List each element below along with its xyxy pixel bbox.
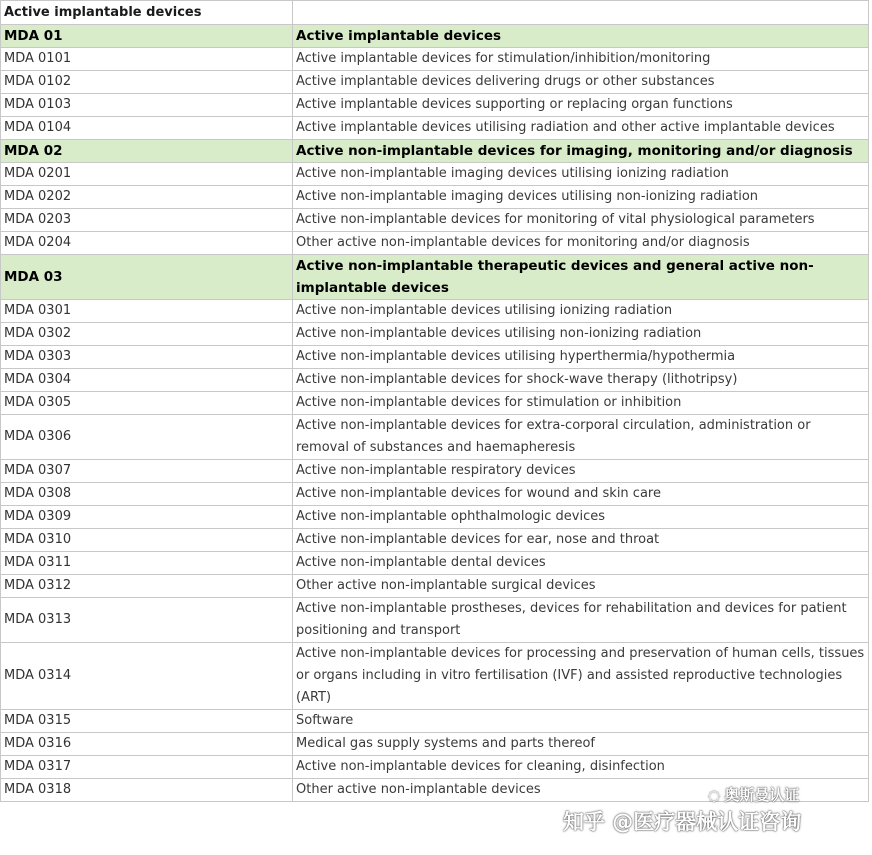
code-cell: MDA 0201 bbox=[1, 163, 293, 186]
table-row bbox=[1, 733, 869, 756]
description-cell: Active non-implantable devices utilising non-ionizing radiation bbox=[293, 323, 869, 346]
description-cell: Active non-implantable devices for processing and preservation of human cells, tissues or organs including in vitro fertilisation (IVF) and assisted reproductive technologies (ART) bbox=[293, 643, 869, 710]
group-row bbox=[1, 25, 869, 48]
description-cell: Other active non-implantable surgical devices bbox=[293, 575, 869, 598]
group-description-cell: Active non-implantable devices for imaging, monitoring and/or diagnosis bbox=[293, 140, 869, 163]
table-row bbox=[1, 48, 869, 71]
code-cell: MDA 0305 bbox=[1, 392, 293, 415]
table-title: Active implantable devices bbox=[1, 1, 293, 25]
description-cell: Active implantable devices utilising radiation and other active implantable devices bbox=[293, 117, 869, 140]
description-cell: Active non-implantable devices utilising hyperthermia/hypothermia bbox=[293, 346, 869, 369]
table-row bbox=[1, 506, 869, 529]
description-cell: Active non-implantable devices for monitoring of vital physiological parameters bbox=[293, 209, 869, 232]
group-description-cell: Active implantable devices bbox=[293, 25, 869, 48]
table-row bbox=[1, 186, 869, 209]
table-row bbox=[1, 94, 869, 117]
table-row bbox=[1, 552, 869, 575]
table-row bbox=[1, 415, 869, 460]
code-cell: MDA 0203 bbox=[1, 209, 293, 232]
table-body bbox=[1, 1, 869, 802]
code-cell: MDA 0316 bbox=[1, 733, 293, 756]
table-row bbox=[1, 460, 869, 483]
code-cell: MDA 0202 bbox=[1, 186, 293, 209]
wechat-account-name: 奥斯曼认证 bbox=[724, 786, 800, 804]
description-cell: Active implantable devices supporting or replacing organ functions bbox=[293, 94, 869, 117]
table-row bbox=[1, 117, 869, 140]
description-cell: Active non-implantable devices for stimulation or inhibition bbox=[293, 392, 869, 415]
code-cell: MDA 0104 bbox=[1, 117, 293, 140]
group-row bbox=[1, 255, 869, 300]
table-row bbox=[1, 392, 869, 415]
description-cell: Active non-implantable devices for wound and skin care bbox=[293, 483, 869, 506]
group-code-cell: MDA 03 bbox=[1, 255, 293, 300]
table-row bbox=[1, 756, 869, 779]
table-row bbox=[1, 346, 869, 369]
table-row bbox=[1, 575, 869, 598]
code-cell: MDA 0204 bbox=[1, 232, 293, 255]
code-cell: MDA 0310 bbox=[1, 529, 293, 552]
code-cell: MDA 0309 bbox=[1, 506, 293, 529]
code-cell: MDA 0307 bbox=[1, 460, 293, 483]
code-cell: MDA 0301 bbox=[1, 300, 293, 323]
description-cell: Medical gas supply systems and parts thereof bbox=[293, 733, 869, 756]
table-row bbox=[1, 323, 869, 346]
description-cell: Active non-implantable imaging devices utilising non-ionizing radiation bbox=[293, 186, 869, 209]
table-title-empty-cell bbox=[293, 1, 869, 25]
table-title-row bbox=[1, 1, 869, 25]
code-cell: MDA 0315 bbox=[1, 710, 293, 733]
description-cell: Active non-implantable devices for shock-wave therapy (lithotripsy) bbox=[293, 369, 869, 392]
code-cell: MDA 0311 bbox=[1, 552, 293, 575]
code-cell: MDA 0303 bbox=[1, 346, 293, 369]
description-cell: Active non-implantable ophthalmologic devices bbox=[293, 506, 869, 529]
table-row bbox=[1, 163, 869, 186]
description-cell: Active non-implantable respiratory devices bbox=[293, 460, 869, 483]
code-cell: MDA 0314 bbox=[1, 643, 293, 710]
description-cell: Active non-implantable devices for extra-corporal circulation, administration or removal of substances and haemapheresis bbox=[293, 415, 869, 460]
code-cell: MDA 0308 bbox=[1, 483, 293, 506]
description-cell: Software bbox=[293, 710, 869, 733]
table-row bbox=[1, 598, 869, 643]
table-row bbox=[1, 529, 869, 552]
description-cell: Active non-implantable imaging devices utilising ionizing radiation bbox=[293, 163, 869, 186]
table-row bbox=[1, 483, 869, 506]
description-cell: Active non-implantable devices for ear, nose and throat bbox=[293, 529, 869, 552]
description-cell: Active implantable devices for stimulation/inhibition/monitoring bbox=[293, 48, 869, 71]
description-cell: Active non-implantable prostheses, devices for rehabilitation and devices for patient positioning and transport bbox=[293, 598, 869, 643]
zhihu-watermark: 知乎 @医疗器械认证咨询 bbox=[563, 810, 802, 834]
wechat-icon: ◌ bbox=[708, 788, 721, 804]
description-cell: Active non-implantable devices for cleaning, disinfection bbox=[293, 756, 869, 779]
table-row bbox=[1, 232, 869, 255]
table-row bbox=[1, 209, 869, 232]
code-cell: MDA 0312 bbox=[1, 575, 293, 598]
group-code-cell: MDA 02 bbox=[1, 140, 293, 163]
table-row bbox=[1, 300, 869, 323]
table-row bbox=[1, 779, 869, 802]
description-cell: Active non-implantable devices utilising ionizing radiation bbox=[293, 300, 869, 323]
code-cell: MDA 0318 bbox=[1, 779, 293, 802]
table-row bbox=[1, 710, 869, 733]
code-cell: MDA 0304 bbox=[1, 369, 293, 392]
table-row bbox=[1, 71, 869, 94]
description-cell: Other active non-implantable devices for monitoring and/or diagnosis bbox=[293, 232, 869, 255]
code-cell: MDA 0102 bbox=[1, 71, 293, 94]
code-cell: MDA 0103 bbox=[1, 94, 293, 117]
code-cell: MDA 0313 bbox=[1, 598, 293, 643]
description-cell: Other active non-implantable devices bbox=[293, 779, 869, 802]
code-cell: MDA 0317 bbox=[1, 756, 293, 779]
code-cell: MDA 0302 bbox=[1, 323, 293, 346]
table-row bbox=[1, 643, 869, 710]
group-code-cell: MDA 01 bbox=[1, 25, 293, 48]
code-cell: MDA 0306 bbox=[1, 415, 293, 460]
description-cell: Active implantable devices delivering drugs or other substances bbox=[293, 71, 869, 94]
table-row bbox=[1, 369, 869, 392]
group-description-cell: Active non-implantable therapeutic devices and general active non-implantable devices bbox=[293, 255, 869, 300]
code-cell: MDA 0101 bbox=[1, 48, 293, 71]
description-cell: Active non-implantable dental devices bbox=[293, 552, 869, 575]
group-row bbox=[1, 140, 869, 163]
